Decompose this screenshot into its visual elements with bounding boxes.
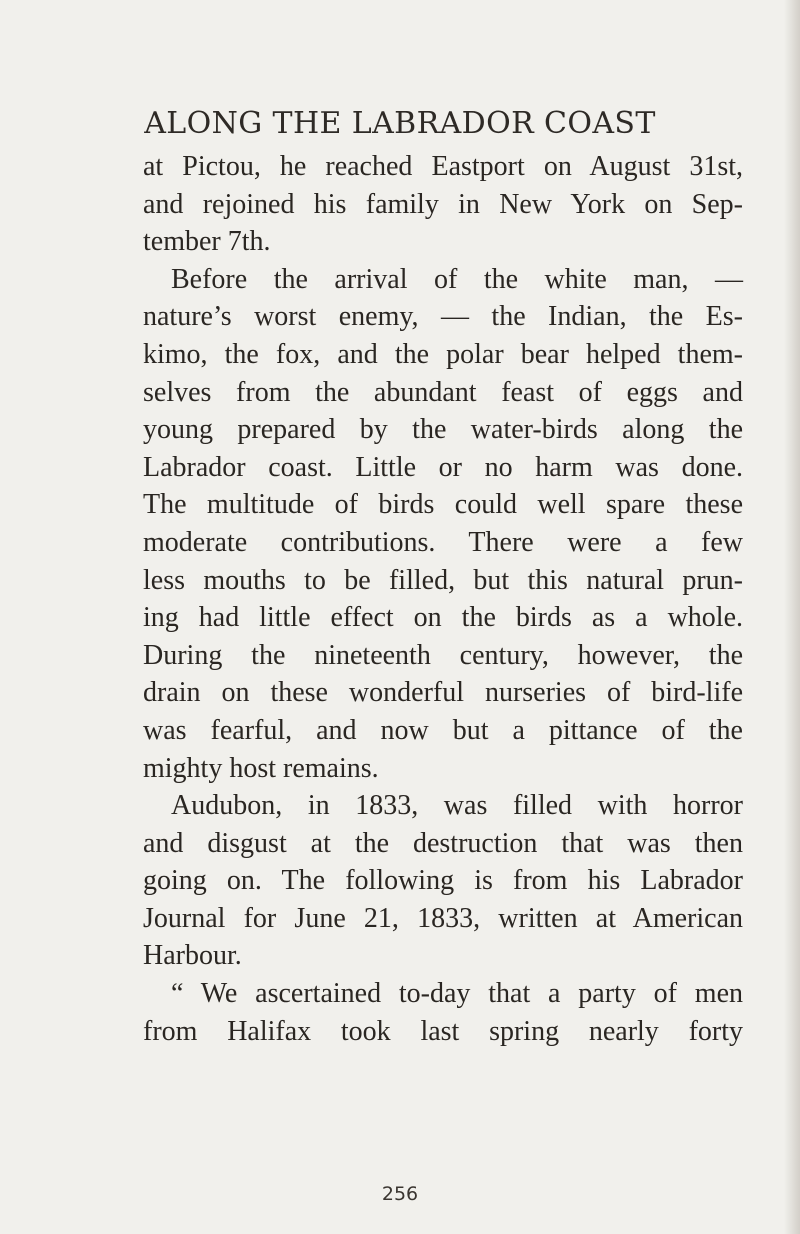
page-edge-shadow	[784, 0, 800, 1234]
text-line: Audubon, in 1833, was filled with horror	[171, 790, 743, 822]
text-line: moderate contributions. There were a few	[143, 526, 743, 558]
text-line: Before the arrival of the white man, —	[171, 263, 743, 295]
text-line: at Pictou, he reached Eastport on August 31st,	[143, 151, 743, 182]
text-line: selves from the abundant feast of eggs and	[143, 376, 743, 408]
text-line: During the nineteenth century, however, the	[143, 639, 743, 671]
text-line: ing had little effect on the birds as a whole.	[143, 602, 743, 634]
text-line: from Halifax took last spring nearly forty	[143, 1015, 743, 1047]
body-text	[143, 148, 743, 1050]
text-line: tember 7th.	[143, 226, 271, 258]
text-line: nature’s worst enemy, — the Indian, the Es-	[143, 301, 743, 333]
running-head: ALONG THE LABRADOR COAST	[144, 106, 656, 141]
text-line: Labrador coast. Little or no harm was done.	[143, 451, 743, 483]
text-line: The multitude of birds could well spare these	[143, 489, 743, 521]
text-line: kimo, the fox, and the polar bear helped them-	[143, 338, 743, 370]
text-line: mighty host remains.	[143, 752, 379, 784]
page-number: 256	[381, 1183, 419, 1205]
text-line: going on. The following is from his Labrador	[143, 865, 743, 897]
text-line: Journal for June 21, 1833, written at American	[143, 902, 743, 934]
text-line: less mouths to be filled, but this natural prun-	[143, 564, 743, 596]
text-line: was fearful, and now but a pittance of the	[143, 714, 743, 746]
text-line: Harbour.	[143, 940, 242, 972]
text-line: drain on these wonderful nurseries of bird-life	[143, 677, 743, 709]
text-line: and disgust at the destruction that was then	[143, 827, 743, 859]
text-line: “ We ascertained to-day that a party of men	[171, 978, 743, 1010]
text-line: and rejoined his family in New York on Sep-	[143, 188, 743, 220]
text-line: young prepared by the water-birds along the	[143, 414, 743, 446]
